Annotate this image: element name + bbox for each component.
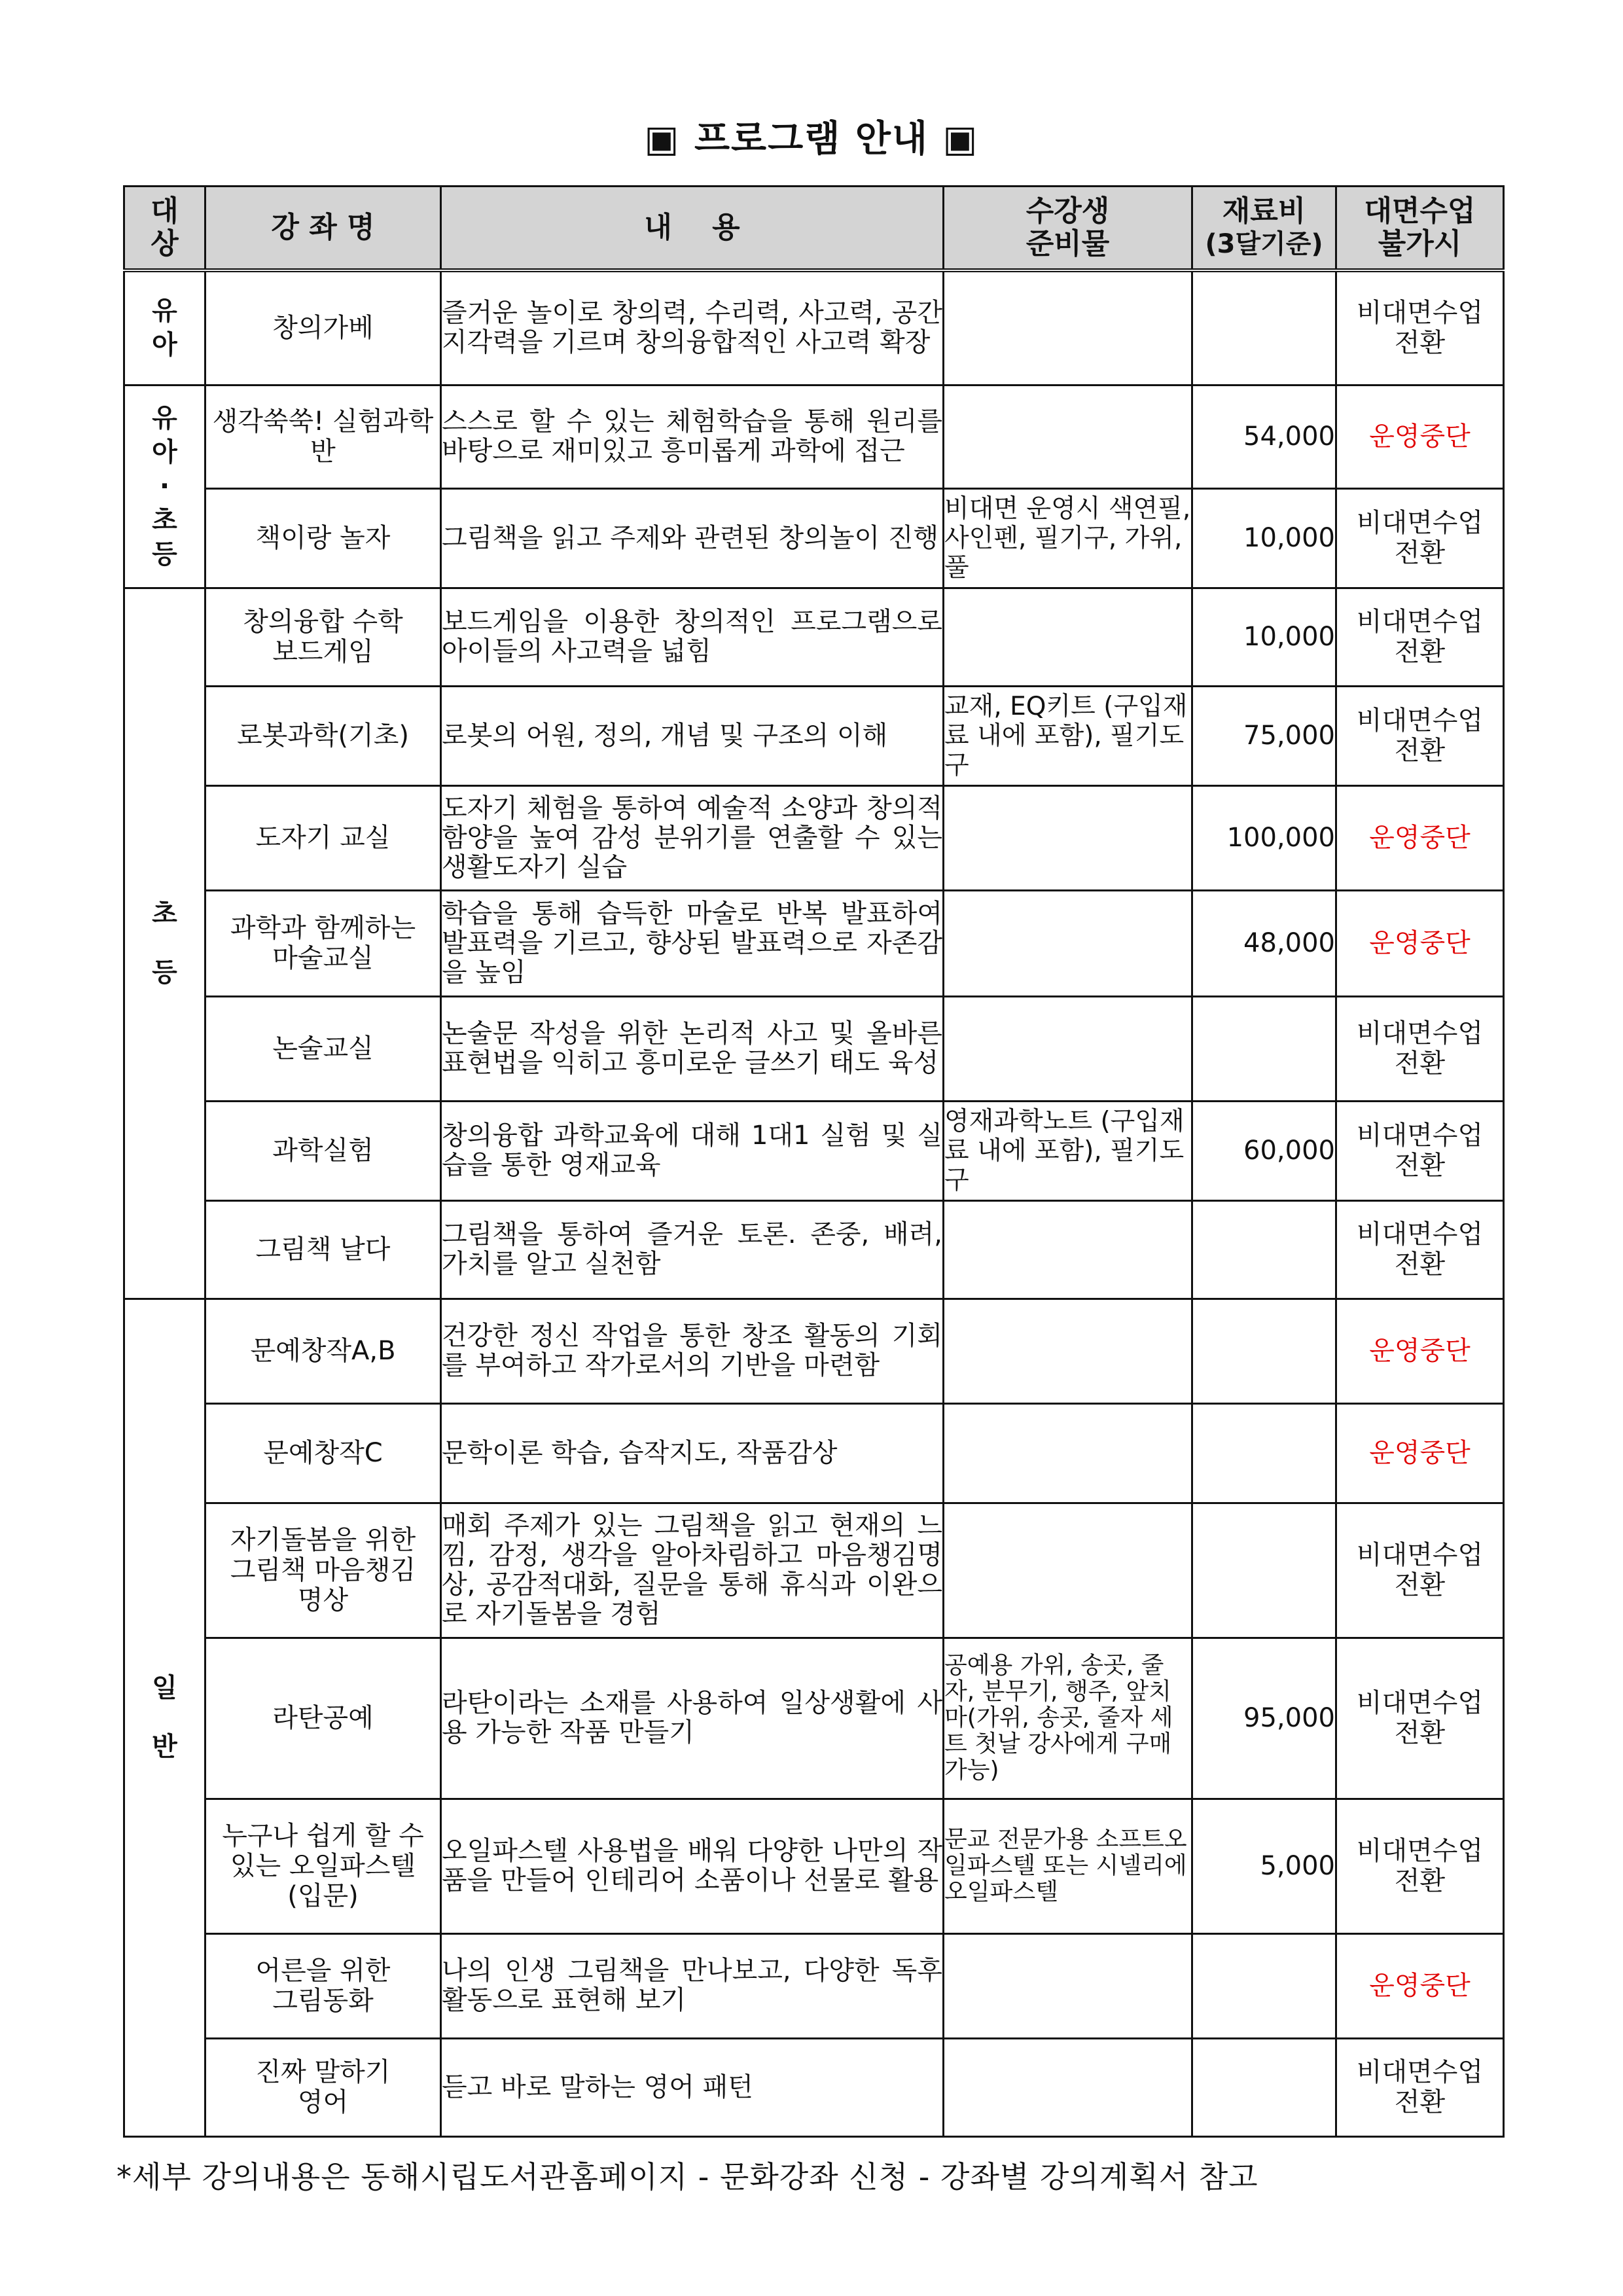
table-row xyxy=(124,785,1504,890)
header-status: 대면수업 불가시 xyxy=(1336,187,1504,271)
table-row xyxy=(124,2038,1504,2136)
course-content: 라탄이라는 소재를 사용하여 일상생활에 사용 가능한 작품 만들기 xyxy=(441,1638,944,1799)
course-fee xyxy=(1192,270,1336,385)
course-name: 자기돌봄을 위한 그림책 마음챙김 명상 xyxy=(205,1503,441,1638)
course-name: 도자기 교실 xyxy=(205,785,441,890)
course-content: 로봇의 어원, 정의, 개념 및 구조의 이해 xyxy=(441,686,944,785)
course-fee xyxy=(1192,1403,1336,1503)
course-fee: 48,000 xyxy=(1192,890,1336,996)
course-content: 오일파스텔 사용법을 배워 다양한 나만의 작품을 만들어 인테리어 소품이나 선물로 활용 xyxy=(441,1799,944,1933)
course-fee: 100,000 xyxy=(1192,785,1336,890)
course-name: 창의가베 xyxy=(205,270,441,385)
header-name: 강 좌 명 xyxy=(205,187,441,271)
course-prep xyxy=(944,1299,1192,1403)
course-status: 운영중단 xyxy=(1336,1299,1504,1403)
course-fee xyxy=(1192,1933,1336,2038)
course-prep: 영재과학노트 (구입재료 내에 포함), 필기도구 xyxy=(944,1101,1192,1200)
course-status: 비대면수업 전환 xyxy=(1336,1503,1504,1638)
course-prep xyxy=(944,996,1192,1101)
footnote: *세부 강의내용은 동해시립도서관홈페이지 - 문화강좌 신청 - 강좌별 강의계획서 참고 xyxy=(116,2159,1258,2195)
course-fee: 5,000 xyxy=(1192,1799,1336,1933)
course-content: 그림책을 읽고 주제와 관련된 창의놀이 진행 xyxy=(441,488,944,588)
course-status: 비대면수업 전환 xyxy=(1336,1200,1504,1299)
course-status: 비대면수업 전환 xyxy=(1336,488,1504,588)
course-prep xyxy=(944,890,1192,996)
course-fee: 60,000 xyxy=(1192,1101,1336,1200)
table-row xyxy=(124,1200,1504,1299)
course-status: 비대면수업 전환 xyxy=(1336,588,1504,686)
course-status: 비대면수업 전환 xyxy=(1336,2038,1504,2136)
course-name: 진짜 말하기 영어 xyxy=(205,2038,441,2136)
course-name: 누구나 쉽게 할 수 있는 오일파스텔(입문) xyxy=(205,1799,441,1933)
table-header-row xyxy=(124,187,1504,271)
course-prep: 비대면 운영시 색연필, 사인펜, 필기구, 가위, 풀 xyxy=(944,488,1192,588)
course-name: 문예창작C xyxy=(205,1403,441,1503)
group-label: 유아·초등 xyxy=(124,385,205,588)
group-label: 초 등 xyxy=(124,588,205,1299)
course-content: 건강한 정신 작업을 통한 창조 활동의 기회를 부여하고 작가로서의 기반을 마련함 xyxy=(441,1299,944,1403)
course-content: 학습을 통해 습득한 마술로 반복 발표하여 발표력을 기르고, 향상된 발표력으로 자존감을 높임 xyxy=(441,890,944,996)
table-row xyxy=(124,1933,1504,2038)
course-fee: 10,000 xyxy=(1192,488,1336,588)
course-prep xyxy=(944,2038,1192,2136)
course-prep xyxy=(944,785,1192,890)
course-status: 비대면수업 전환 xyxy=(1336,686,1504,785)
course-fee: 95,000 xyxy=(1192,1638,1336,1799)
course-name: 과학실험 xyxy=(205,1101,441,1200)
course-name: 라탄공예 xyxy=(205,1638,441,1799)
course-name: 과학과 함께하는 마술교실 xyxy=(205,890,441,996)
course-prep: 교재, EQ키트 (구입재료 내에 포함), 필기도구 xyxy=(944,686,1192,785)
course-content: 즐거운 놀이로 창의력, 수리력, 사고력, 공간지각력을 기르며 창의융합적인 사고력 확장 xyxy=(441,270,944,385)
course-prep xyxy=(944,1200,1192,1299)
program-table xyxy=(123,185,1505,2138)
course-fee: 75,000 xyxy=(1192,686,1336,785)
course-prep xyxy=(944,1933,1192,2038)
table-row xyxy=(124,1101,1504,1200)
course-status: 운영중단 xyxy=(1336,385,1504,488)
group-label: 일 반 xyxy=(124,1299,205,2136)
course-content: 도자기 체험을 통하여 예술적 소양과 창의적 함양을 높여 감성 분위기를 연출할 수 있는 생활도자기 실습 xyxy=(441,785,944,890)
group-label: 유아 xyxy=(124,270,205,385)
course-fee: 54,000 xyxy=(1192,385,1336,488)
course-content: 논술문 작성을 위한 논리적 사고 및 올바른 표현법을 익히고 흥미로운 글쓰기 태도 육성 xyxy=(441,996,944,1101)
course-status: 운영중단 xyxy=(1336,890,1504,996)
page-title: ▣ 프로그램 안내 ▣ xyxy=(644,118,979,160)
course-content: 창의융합 과학교육에 대해 1대1 실험 및 실습을 통한 영재교육 xyxy=(441,1101,944,1200)
course-status: 운영중단 xyxy=(1336,785,1504,890)
course-name: 그림책 날다 xyxy=(205,1200,441,1299)
table-row xyxy=(124,1638,1504,1799)
course-fee xyxy=(1192,996,1336,1101)
course-content: 보드게임을 이용한 창의적인 프로그램으로 아이들의 사고력을 넓힘 xyxy=(441,588,944,686)
course-prep: 공예용 가위, 송곳, 줄자, 분무기, 행주, 앞치마(가위, 송곳, 줄자 세트 첫날 강사에게 구매가능) xyxy=(944,1638,1192,1799)
course-content: 문학이론 학습, 습작지도, 작품감상 xyxy=(441,1403,944,1503)
course-content: 그림책을 통하여 즐거운 토론. 존중, 배려, 가치를 알고 실천함 xyxy=(441,1200,944,1299)
course-prep xyxy=(944,385,1192,488)
course-status: 비대면수업 전환 xyxy=(1336,1799,1504,1933)
table-row xyxy=(124,270,1504,385)
table-row xyxy=(124,1799,1504,1933)
course-name: 창의융합 수학보드게임 xyxy=(205,588,441,686)
course-content: 매회 주제가 있는 그림책을 읽고 현재의 느낌, 감정, 생각을 알아차림하고 마음챙김명상, 공감적대화, 질문을 통해 휴식과 이완으로 자기돌봄을 경험 xyxy=(441,1503,944,1638)
header-prep: 수강생 준비물 xyxy=(944,187,1192,271)
course-name: 생각쑥쑥! 실험과학반 xyxy=(205,385,441,488)
table-row xyxy=(124,588,1504,686)
table-row xyxy=(124,1403,1504,1503)
course-name: 문예창작A,B xyxy=(205,1299,441,1403)
course-status: 비대면수업 전환 xyxy=(1336,1638,1504,1799)
course-status: 운영중단 xyxy=(1336,1933,1504,2038)
course-prep xyxy=(944,1403,1192,1503)
table-row xyxy=(124,1503,1504,1638)
course-fee xyxy=(1192,2038,1336,2136)
course-status: 비대면수업 전환 xyxy=(1336,996,1504,1101)
header-target: 대 상 xyxy=(124,187,205,271)
course-fee xyxy=(1192,1299,1336,1403)
course-status: 비대면수업 전환 xyxy=(1336,1101,1504,1200)
header-content: 내 용 xyxy=(441,187,944,271)
table-row xyxy=(124,1299,1504,1403)
course-prep xyxy=(944,1503,1192,1638)
course-name: 책이랑 놀자 xyxy=(205,488,441,588)
course-status: 운영중단 xyxy=(1336,1403,1504,1503)
header-fee: 재료비 (3달기준) xyxy=(1192,187,1336,271)
course-prep xyxy=(944,270,1192,385)
course-fee xyxy=(1192,1200,1336,1299)
course-prep: 문교 전문가용 소프트오일파스텔 또는 시넬리에오일파스텔 xyxy=(944,1799,1192,1933)
course-content: 듣고 바로 말하는 영어 패턴 xyxy=(441,2038,944,2136)
course-status: 비대면수업 전환 xyxy=(1336,270,1504,385)
table-row xyxy=(124,686,1504,785)
course-name: 논술교실 xyxy=(205,996,441,1101)
course-name: 로봇과학(기초) xyxy=(205,686,441,785)
course-fee xyxy=(1192,1503,1336,1638)
course-fee: 10,000 xyxy=(1192,588,1336,686)
course-name: 어른을 위한 그림동화 xyxy=(205,1933,441,2038)
course-prep xyxy=(944,588,1192,686)
table-row xyxy=(124,890,1504,996)
table-row xyxy=(124,996,1504,1101)
course-content: 스스로 할 수 있는 체험학습을 통해 원리를 바탕으로 재미있고 흥미롭게 과학에 접근 xyxy=(441,385,944,488)
table-row xyxy=(124,385,1504,488)
course-content: 나의 인생 그림책을 만나보고, 다양한 독후활동으로 표현해 보기 xyxy=(441,1933,944,2038)
table-row xyxy=(124,488,1504,588)
